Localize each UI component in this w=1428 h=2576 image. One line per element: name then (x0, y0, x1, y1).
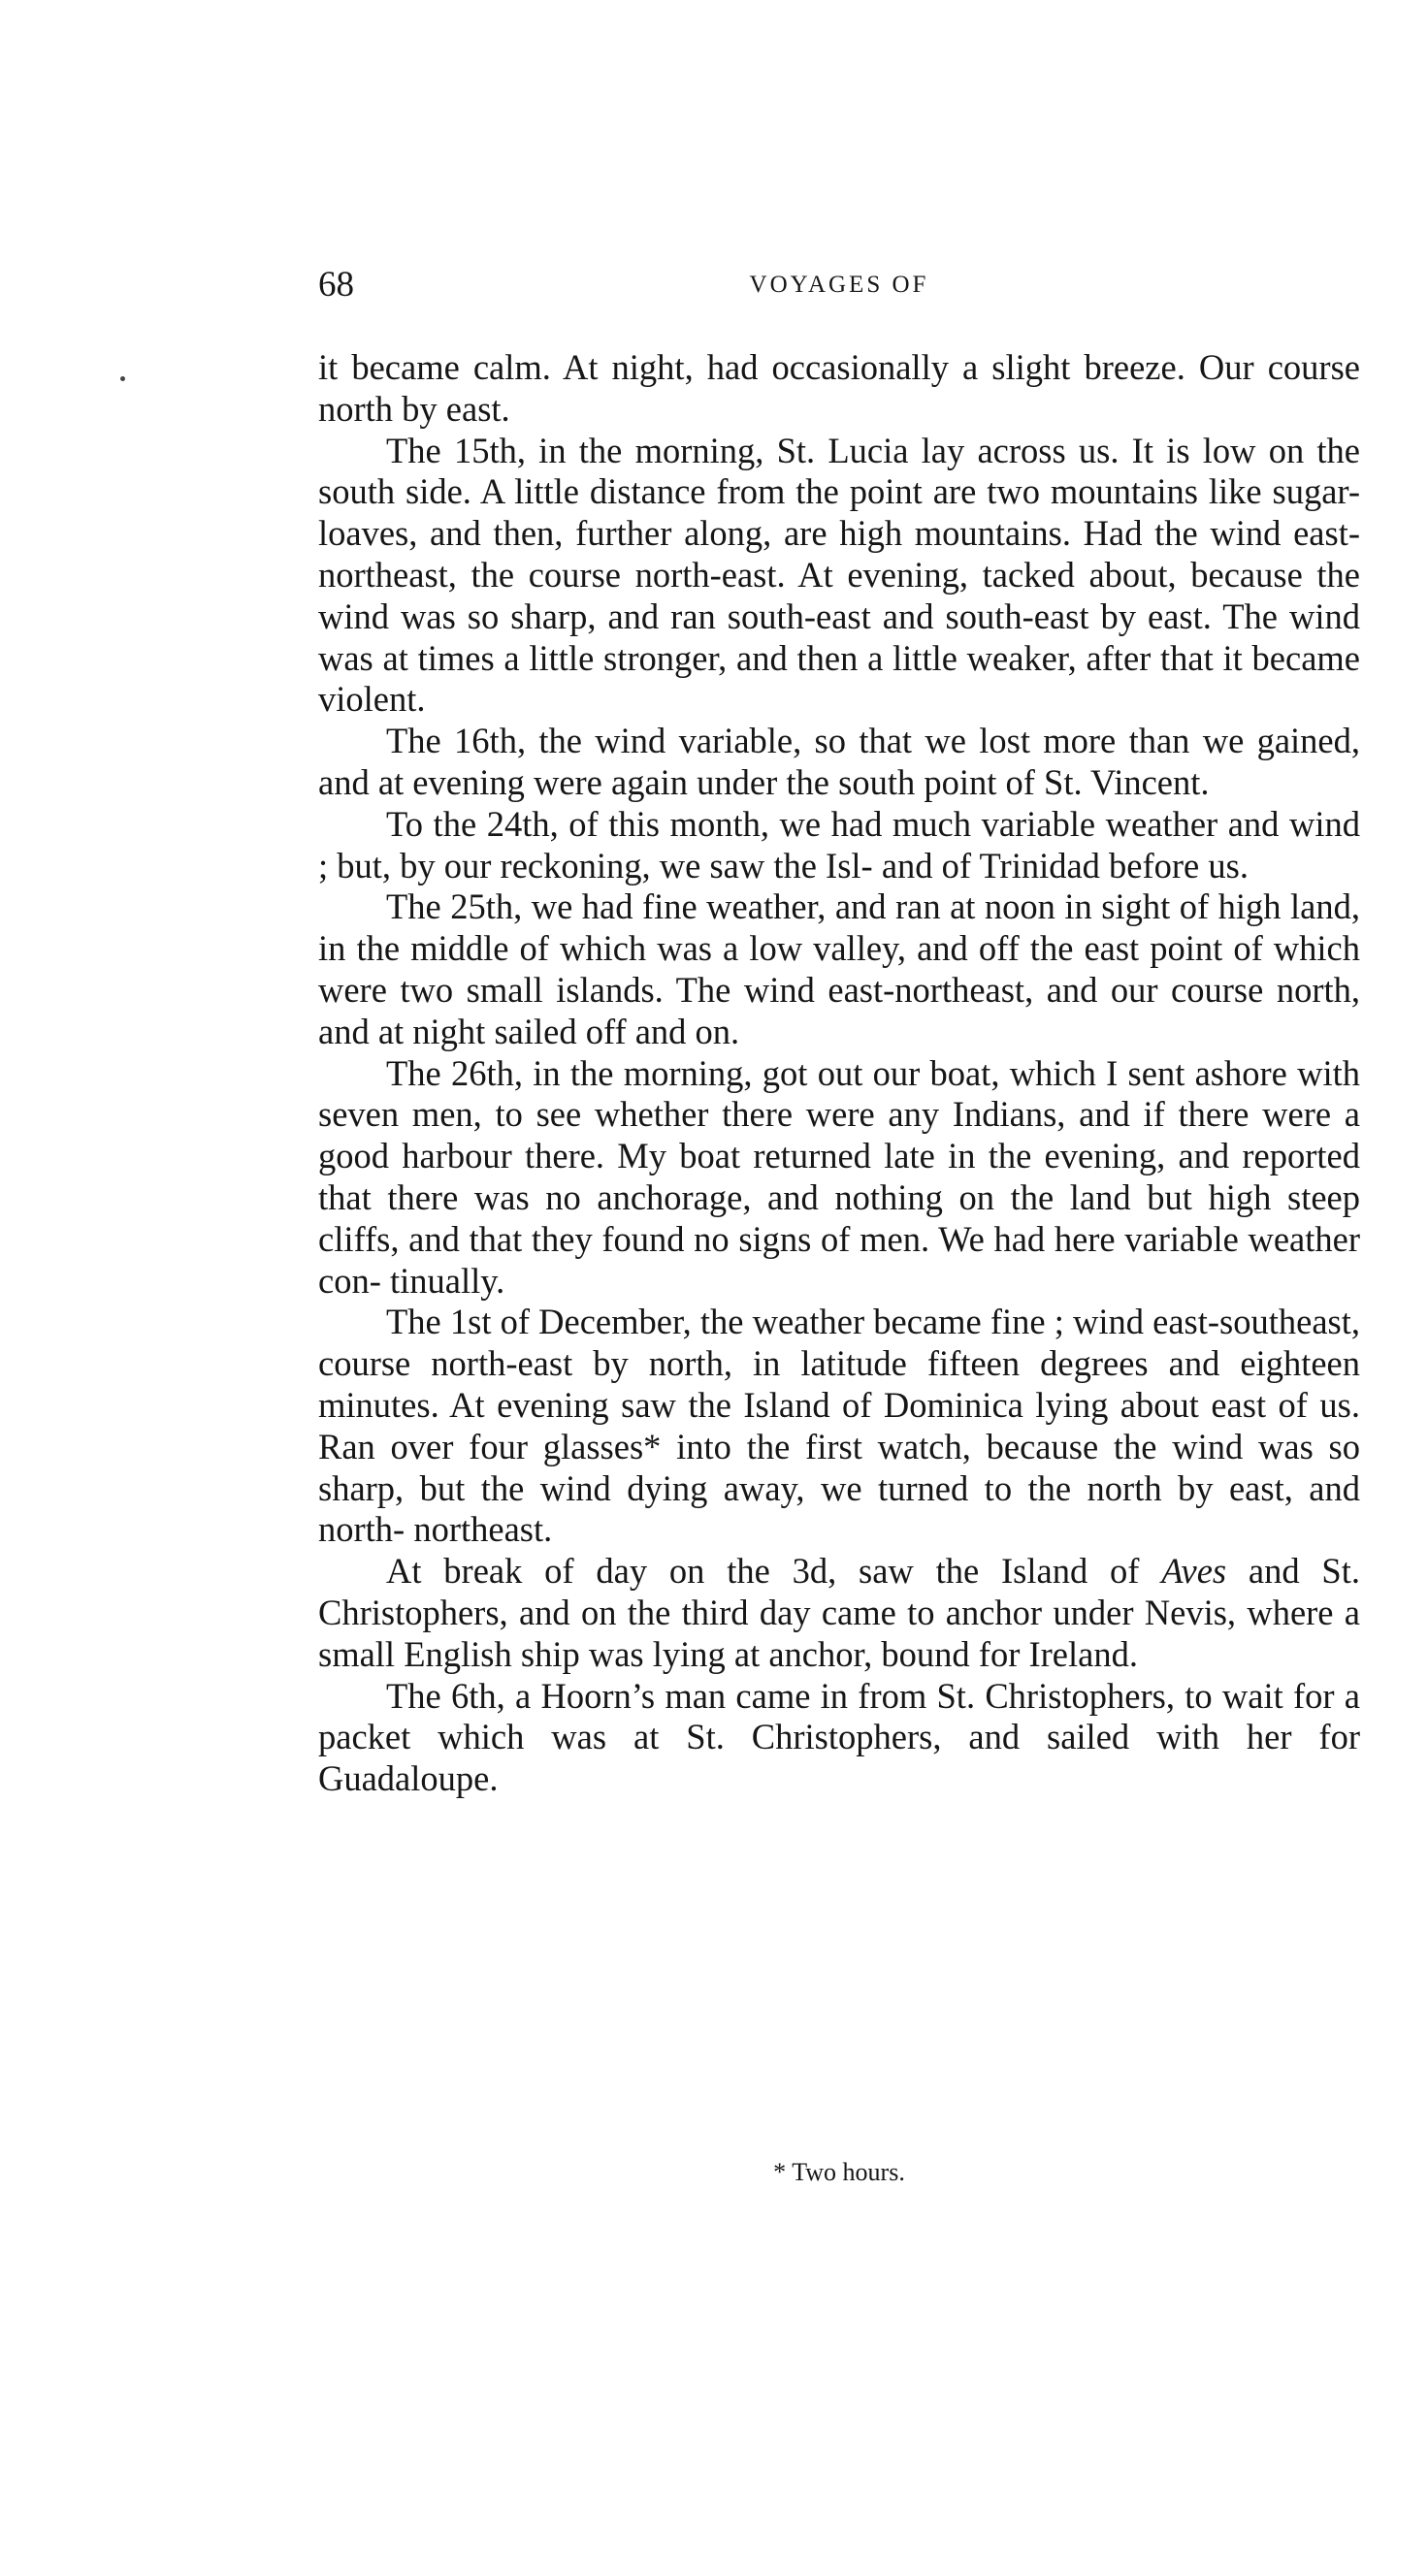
paragraph-16th: The 16th, the wind variable, so that we lost more than we gained, and at evening were again under the south point of St. Vincent. (318, 721, 1360, 802)
paragraph-26th: The 26th, in the morning, got out our boat, which I sent ashore with seven men, to see whether there were any Indians, and if there were a good harbour there. My boat returned late in the evening, and reported that there was no anchorage, and nothing on the land but high steep cliffs, and that they found no signs of men. We had here variable weather con- tinually. (318, 1052, 1360, 1301)
body-text (318, 347, 1360, 1800)
paragraph-3d-italic-aves: Aves (1161, 1551, 1227, 1592)
paragraph-25th: The 25th, we had fine weather, and ran at noon in sight of high land, in the middle of which was a low valley, and off the east point of which were two small islands. The wind east-northeast, and our course north, and at night sailed off and on. (318, 886, 1360, 1051)
paragraph-3d (318, 1551, 1360, 1675)
paragraph-15th: The 15th, in the morning, St. Lucia lay across us. It is low on the south side. A little distance from the point are two mountains like sugar-loaves, and then, further along, are high mountains. Had the wind east-northeast, the course north-east. At evening, tacked about, because the wind was so sharp, and ran south-east and south-east by east. The wind was at times a little stronger, and then a little weaker, after that it became violent. (318, 430, 1360, 720)
footnote: * Two hours. (773, 2158, 905, 2186)
paragraph-continued: it became calm. At night, had occasionally a slight breeze. Our course north by east. (318, 347, 1360, 429)
page-header (318, 260, 1360, 310)
running-title: VOYAGES OF (749, 272, 929, 298)
paragraph-3d-text-before: At break of day on the 3d, saw the Island of (386, 1551, 1162, 1592)
stray-ink-mark (120, 376, 125, 381)
page-number: 68 (318, 265, 354, 305)
paragraph-1st-december: The 1st of December, the weather became fine ; wind east-southeast, course north-east by north, in latitude fifteen degrees and eighteen minutes. At evening saw the Island of Dominica lying about east of us. Ran over four glasses* into the first watch, because the wind was so sharp, but the wind dying away, we turned to the north by east, and north- northeast. (318, 1302, 1360, 1550)
paragraph-3d-text-after: and St. Christophers, and on the third day came to anchor under Nevis, where a small English ship was lying at anchor, bound for Ireland. (318, 1551, 1360, 1674)
paragraph-6th: The 6th, a Hoorn’s man came in from St. Christophers, to wait for a packet which was at St. Christophers, and sailed with her for Guadaloupe. (318, 1675, 1360, 1799)
paragraph-24th: To the 24th, of this month, we had much variable weather and wind ; but, by our reckoning, we saw the Isl- and of Trinidad before us. (318, 803, 1360, 886)
